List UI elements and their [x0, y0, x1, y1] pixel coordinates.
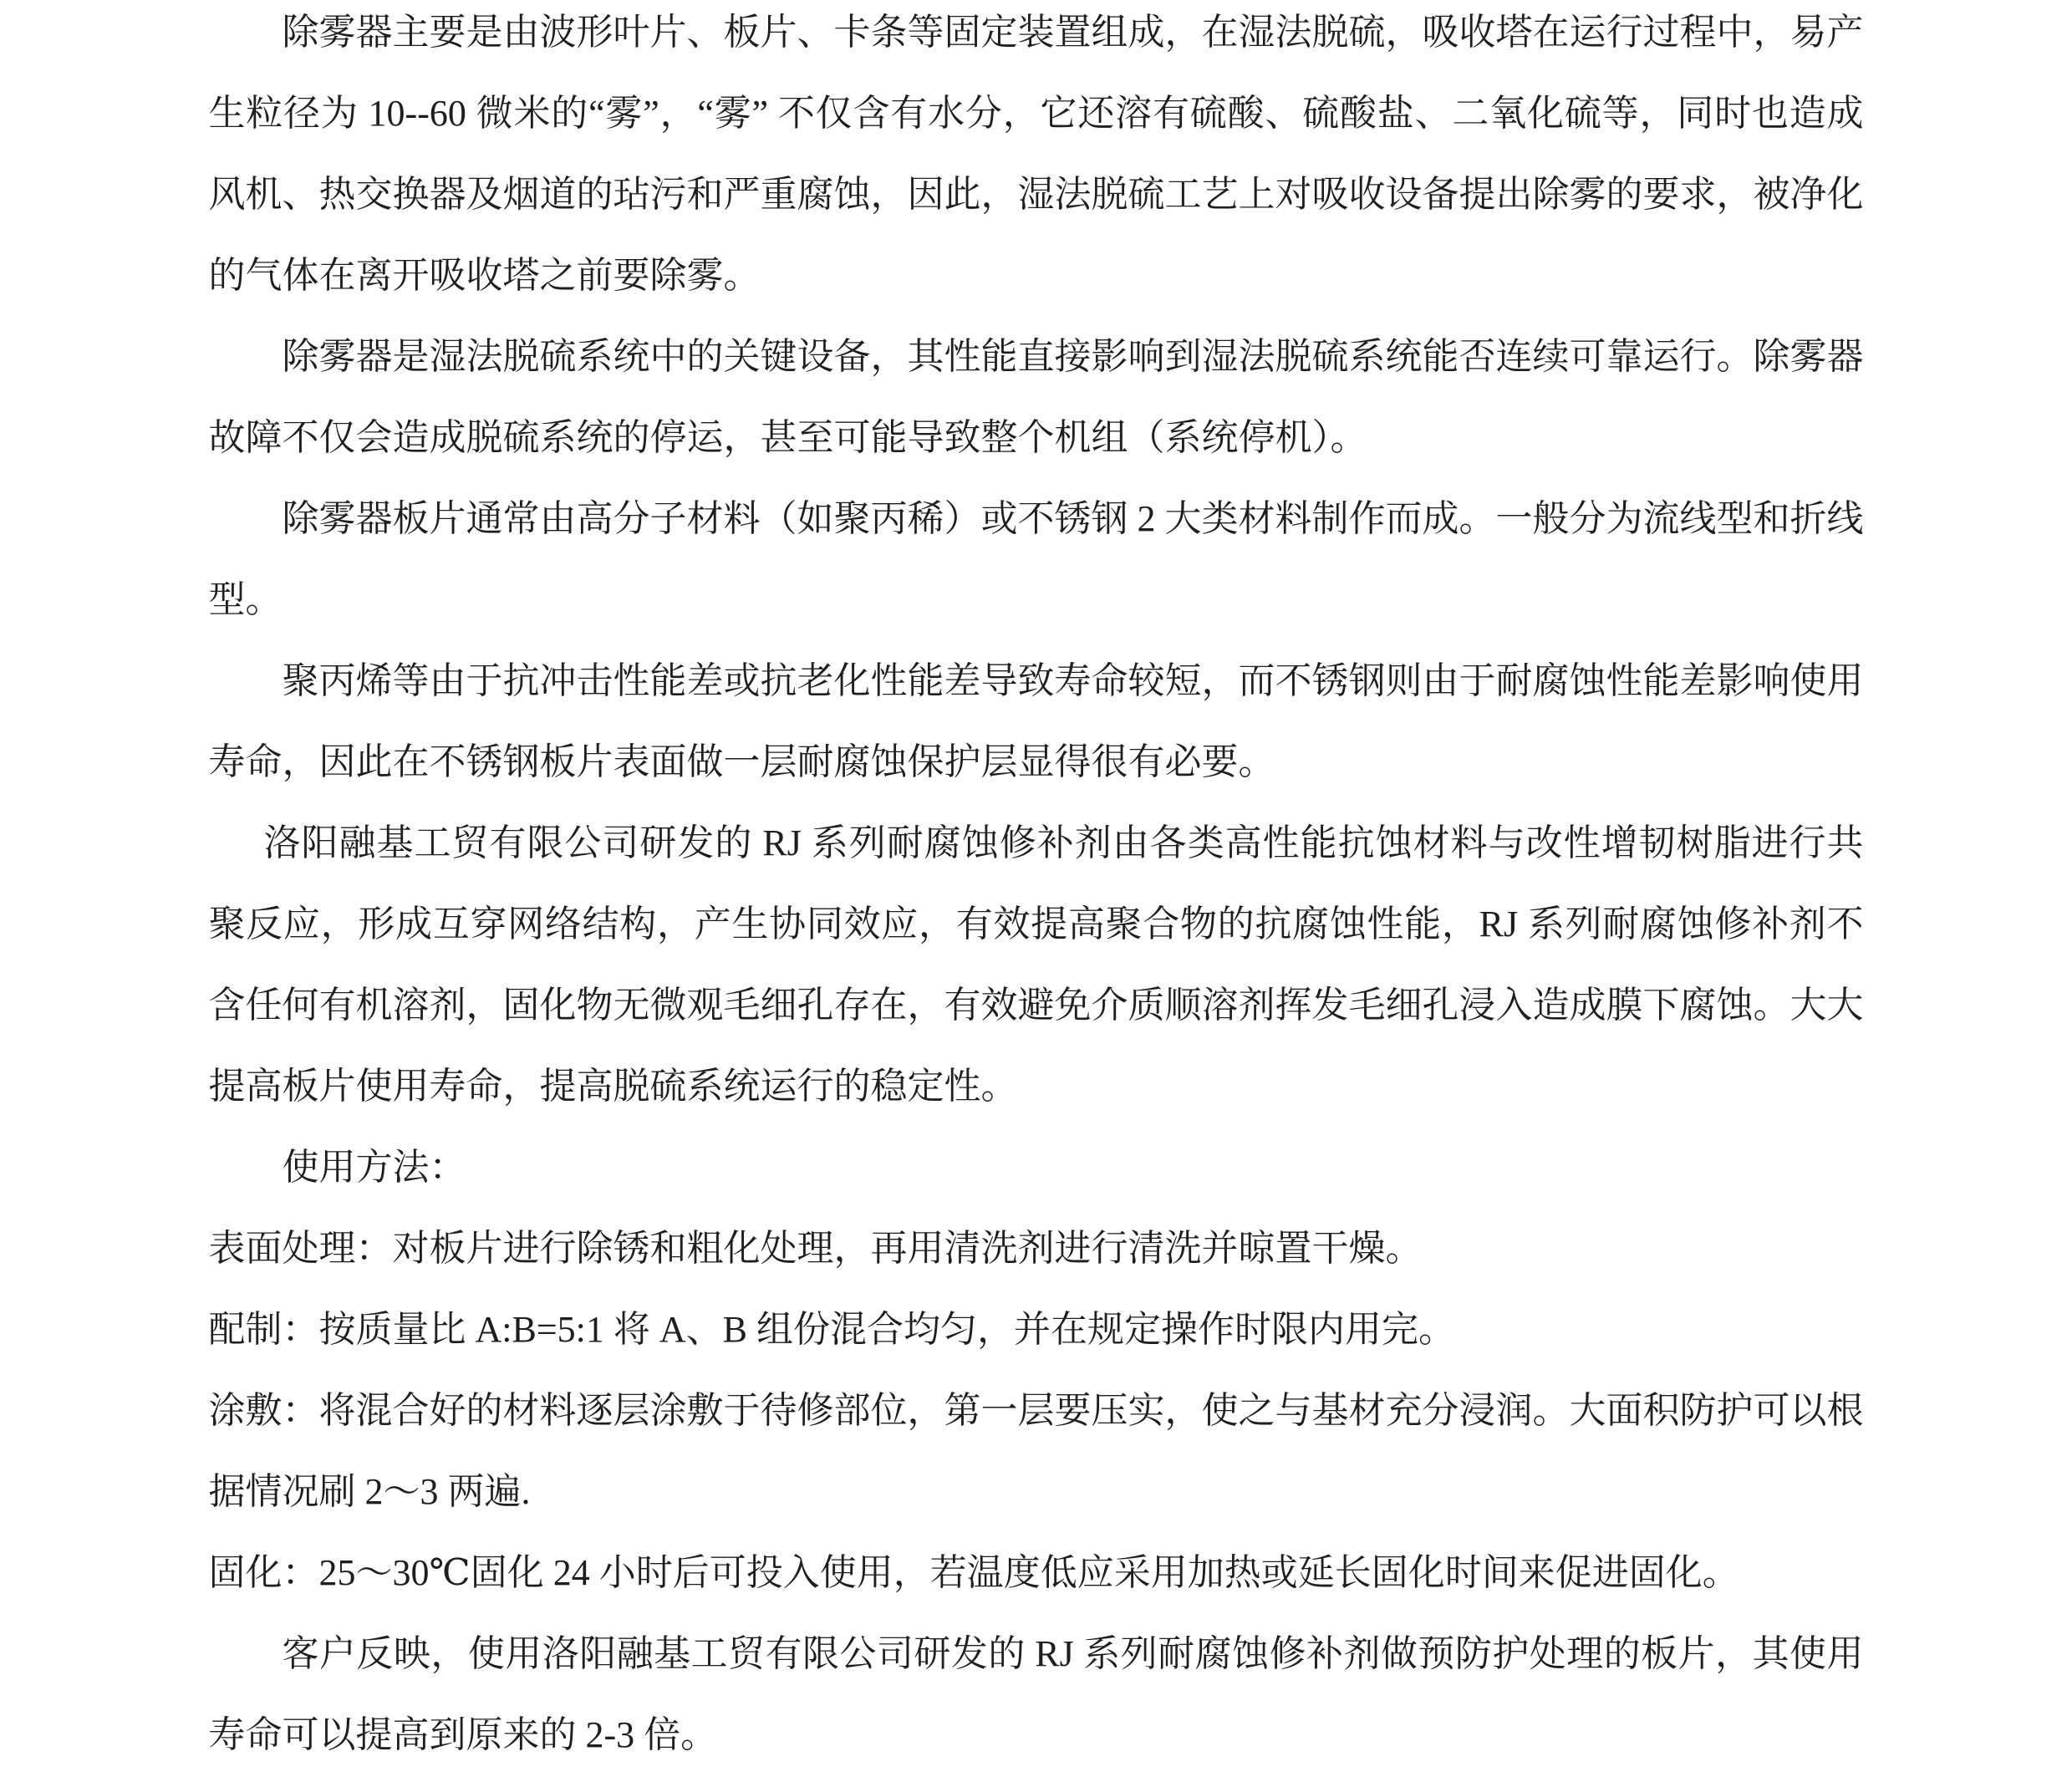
paragraph-rj-product-intro: 洛阳融基工贸有限公司研发的 RJ 系列耐腐蚀修补剂由各类高性能抗蚀材料与改性增韧树脂进行共聚反应，形成互穿网络结构，产生协同效应，有效提高聚合物的抗腐蚀性能，RJ 系列耐腐蚀修补剂不含任何有机溶剂，固化物无微观毛细孔存在，有效避免介质顺溶剂挥发毛细孔浸入造成膜下腐蚀。大大提高板片使用寿命，提高脱硫系统运行的稳定性。 [208, 822, 1864, 1107]
paragraph-application-step: 涂敷：将混合好的材料逐层涂敷于待修部位，第一层要压实，使之与基材充分浸润。大面积防护可以根据情况刷 2～3 两遍. [208, 1390, 1864, 1512]
paragraph-curing-step: 固化：25～30℃固化 24 小时后可投入使用，若温度低应采用加热或延长固化时间来促进固化。 [208, 1552, 1739, 1593]
paragraph-demister-importance: 除雾器是湿法脱硫系统中的关键设备，其性能直接影响到湿法脱硫系统能否连续可靠运行。除雾器故障不仅会造成脱硫系统的停运，甚至可能导致整个机组（系统停机）。 [208, 336, 1864, 458]
paragraph-blade-materials: 除雾器板片通常由高分子材料（如聚丙稀）或不锈钢 2 大类材料制作而成。一般分为流线型和折线型。 [208, 498, 1864, 620]
paragraph-customer-feedback: 客户反映，使用洛阳融基工贸有限公司研发的 RJ 系列耐腐蚀修补剂做预防护处理的板片，其使用寿命可以提高到原来的 2-3 倍。 [208, 1633, 1864, 1755]
paragraph-mixing-step: 配制：按质量比 A:B=5:1 将 A、B 组份混合均匀，并在规定操作时限内用完。 [208, 1309, 1456, 1350]
paragraph-material-weaknesses: 聚丙烯等由于抗冲击性能差或抗老化性能差导致寿命较短，而不锈钢则由于耐腐蚀性能差影响使用寿命，因此在不锈钢板片表面做一层耐腐蚀保护层显得很有必要。 [208, 660, 1864, 782]
paragraph-surface-treatment-step: 表面处理：对板片进行除锈和粗化处理，再用清洗剂进行清洗并晾置干燥。 [208, 1228, 1423, 1269]
document-text-block [209, 0, 1864, 1775]
paragraph-usage-method-heading: 使用方法： [282, 1147, 466, 1188]
paragraph-demister-composition: 除雾器主要是由波形叶片、板片、卡条等固定装置组成，在湿法脱硫，吸收塔在运行过程中，易产生粒径为 10--60 微米的“雾”，“雾” 不仅含有水分，它还溶有硫酸、硫酸盐、二氧化硫等，同时也造成风机、热交换器及烟道的玷污和严重腐蚀，因此，湿法脱硫工艺上对吸收设备提出除雾的要求，被净化的气体在离开吸收塔之前要除雾。 [208, 12, 1864, 296]
